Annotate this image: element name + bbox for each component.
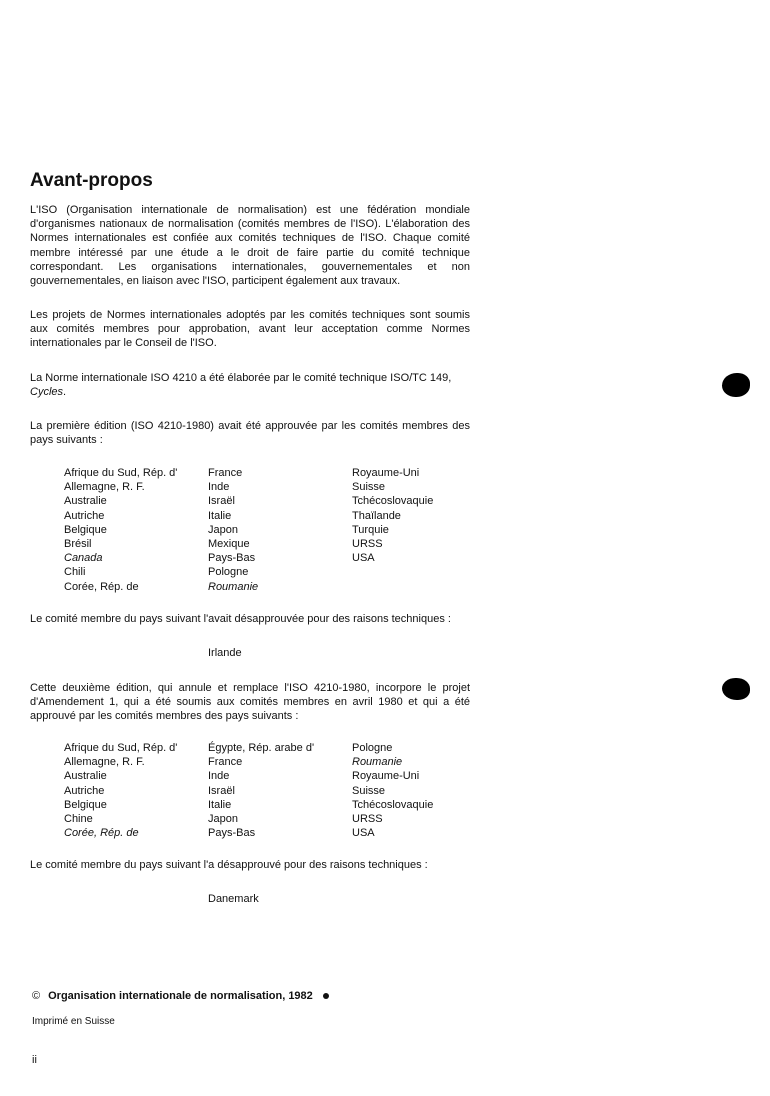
country-item: Brésil: [64, 538, 92, 551]
cycles-italic: Cycles: [30, 386, 64, 399]
country-item: URSS: [352, 538, 383, 551]
country-item: Tchécoslovaquie: [352, 798, 434, 811]
country-item: Thaïlande: [352, 509, 401, 522]
country-item: France: [208, 756, 243, 769]
country-item: Afrique du Sud, Rép. d': [64, 467, 178, 479]
country-item: USA: [352, 552, 375, 565]
country-item: Égypte, Rép. arabe d': [208, 742, 315, 754]
country-item: Corée, Rép. de: [64, 580, 139, 593]
country-item: Allemagne, R. F.: [64, 481, 145, 494]
tc149-text: La Norme internationale ISO 4210 a été élaborée par le comité technique ISO/TC 149,: [30, 372, 452, 384]
country-item: Turquie: [352, 523, 389, 536]
country-item: Italie: [208, 798, 232, 811]
page-title: Avant-propos: [30, 170, 153, 191]
country-item: Roumanie: [208, 580, 259, 593]
paragraph-first-disapproval: Le comité membre du pays suivant l'avait désapprouvée pour des raisons techniques :: [30, 613, 451, 625]
imprint-text: Imprimé en Suisse: [32, 1016, 115, 1027]
country-item: Autriche: [64, 509, 105, 522]
country-item: France: [208, 467, 243, 479]
paragraph-second-disapproval: Le comité membre du pays suivant l'a désapprouvé pour des raisons techniques :: [30, 859, 428, 871]
paragraph-first-edition: La première édition (ISO 4210-1980) avait été approuvée par les comités membres des pays suivants :: [30, 420, 470, 447]
country-item: Suisse: [352, 481, 386, 494]
country-item: Chine: [64, 813, 93, 826]
copyright-line: [32, 990, 329, 1002]
second-edition-col2: [208, 741, 314, 840]
second-edition-col3: [352, 741, 433, 840]
country-item: Israël: [208, 495, 235, 508]
country-item: Australie: [64, 495, 107, 508]
bullet-icon: [323, 993, 329, 999]
country-item: Afrique du Sud, Rép. d': [64, 742, 178, 754]
country-item: Belgique: [64, 798, 107, 811]
second-edition-disapproved-country: Danemark: [208, 893, 259, 905]
country-item: Pays-Bas: [208, 552, 256, 565]
paragraph-tc149: [30, 371, 470, 399]
country-item: Suisse: [352, 784, 386, 797]
first-edition-col3: [352, 466, 433, 565]
country-item: Tchécoslovaquie: [352, 495, 434, 508]
first-edition-col1: [64, 466, 177, 594]
country-item: Italie: [208, 509, 232, 522]
country-item: Inde: [208, 481, 230, 494]
country-item: Pays-Bas: [208, 827, 256, 840]
first-edition-col2: [208, 466, 258, 594]
paragraph-second-edition: Cette deuxième édition, qui annule et remplace l'ISO 4210-1980, incorpore le projet d'Amendement 1, qui a été soumis aux comités membres en avril 1980 et qui a été approuvé par les comités membres des pays suivants :: [30, 682, 470, 723]
country-item: Autriche: [64, 784, 105, 797]
copyright-symbol: ©: [32, 990, 41, 1002]
country-item: Japon: [208, 813, 238, 826]
binding-hole-mark: [722, 373, 750, 397]
first-edition-disapproved-country: Irlande: [208, 647, 242, 659]
paragraph-iso-intro: L'ISO (Organisation internationale de normalisation) est une fédération mondiale d'organismes nationaux de normalisation (comités membres de l'ISO). L'élaboration des Normes internationales est confiée aux comités techniques de l'ISO. Chaque comité membre intéressé par une étude a le droit de faire partie du comité technique correspondant. Les organisations internationales, gouvernementales et non gouvernementales, en liaison avec l'ISO, participent également aux travaux.: [30, 204, 470, 288]
country-item: Corée, Rép. de: [64, 827, 139, 840]
binding-hole-mark: [722, 678, 750, 700]
copyright-text: Organisation internationale de normalisation, 1982: [48, 990, 313, 1002]
country-item: Royaume-Uni: [352, 467, 420, 479]
country-item: Mexique: [208, 538, 250, 551]
country-item: Belgique: [64, 523, 107, 536]
country-item: Canada: [64, 552, 103, 565]
country-item: Inde: [208, 770, 230, 783]
country-item: Roumanie: [352, 756, 403, 769]
country-item: Allemagne, R. F.: [64, 756, 145, 769]
country-item: Chili: [64, 566, 86, 579]
country-item: Japon: [208, 523, 238, 536]
country-item: USA: [352, 827, 375, 840]
second-edition-col1: [64, 741, 177, 840]
tc149-period: .: [63, 386, 67, 399]
country-item: Australie: [64, 770, 107, 783]
country-item: URSS: [352, 813, 383, 826]
paragraph-drafts: Les projets de Normes internationales adoptés par les comités techniques sont soumis aux comités membres pour approbation, avant leur acceptation comme Normes internationales par le Conseil de l'ISO.: [30, 309, 470, 350]
country-item: Israël: [208, 784, 235, 797]
country-item: Pologne: [352, 742, 393, 754]
country-item: Royaume-Uni: [352, 770, 420, 783]
page-number: ii: [32, 1054, 37, 1066]
country-item: Pologne: [208, 566, 249, 579]
